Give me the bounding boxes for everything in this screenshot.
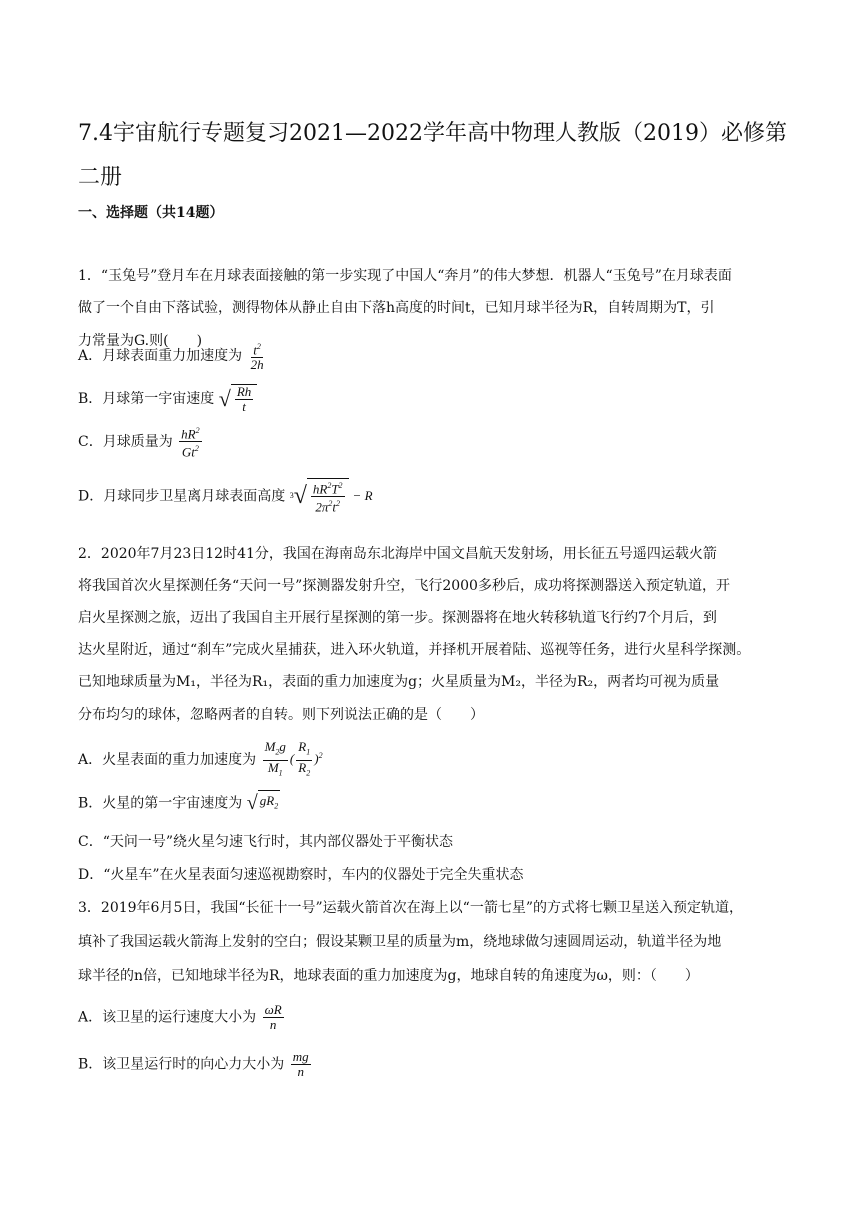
document-title: 7.4宇宙航行专题复习2021—2022学年高中物理人教版（2019）必修第二册 bbox=[78, 121, 787, 190]
q2-option-b bbox=[78, 790, 280, 817]
formula-sqrt-rh-over-t: √ $\frac{Rh}{t}$ bbox=[219, 384, 258, 414]
q1-option-a bbox=[78, 340, 268, 372]
q2-line-6: 分布均匀的球体，忽略两者的自转。则下列说法正确的是（ ） bbox=[78, 707, 484, 723]
q1-option-a-text: A．月球表面重力加速度为 bbox=[78, 348, 243, 365]
q2-line-2: 将我国首次火星探测任务“天问一号”探测器发射升空，飞行2000多秒后，成功将探测器送入预定轨道，开 bbox=[78, 578, 730, 594]
q2-line-4: 达火星附近，通过“刹车”完成火星捕获，进入环火轨道，并择机开展着陆、巡视等任务，进行火星科学探测。 bbox=[78, 642, 751, 658]
q2-option-c bbox=[78, 832, 453, 852]
q1-option-d bbox=[78, 478, 373, 515]
formula-hr2-over-gt2: $\frac{hR^2}{Gt^2}$ bbox=[181, 426, 200, 460]
q3-option-b-text: B．该卫星运行时的向心力大小为 bbox=[78, 1056, 285, 1073]
q1-option-b-text: B．月球第一宇宙速度 bbox=[78, 391, 215, 407]
q2-option-a-text: A．火星表面的重力加速度为 bbox=[78, 752, 257, 769]
formula-omega-r-over-n: $\frac{\omega R}{n}$ bbox=[264, 1002, 282, 1032]
section-heading: 一、选择题（共14题） bbox=[78, 205, 224, 221]
q3-option-a bbox=[78, 1003, 286, 1032]
q3-line-1: 3．2019年6月5日，我国“长征十一号”运载火箭首次在海上以“一箭七星”的方式将七颗卫星送入预定轨道， bbox=[78, 900, 743, 916]
q1-option-c-text: C．月球质量为 bbox=[78, 433, 173, 450]
formula-t2-over-2h: $\frac{t^2}{2h}$ bbox=[250, 342, 264, 373]
formula-sqrt-gr2: √ $gR_2$ bbox=[247, 790, 280, 817]
q3-option-b bbox=[78, 1050, 313, 1079]
q1-line-2: 做了一个自由下落试验，测得物体从静止自由下落h高度的时间t，已知月球半径为R，自转周期为T，引 bbox=[78, 300, 715, 316]
q2-line-3: 启火星探测之旅，迈出了我国自主开展行星探测的第一步。探测器将在地火转移轨道飞行约7个月后，到 bbox=[78, 610, 717, 626]
q1-option-c bbox=[78, 424, 204, 460]
formula-mg-over-n: $\frac{mg}{n}$ bbox=[292, 1049, 309, 1079]
q2-line-1: 2．2020年7月23日12时41分，我国在海南岛东北海岸中国文昌航天发射场，用长征五号遥四运载火箭 bbox=[78, 546, 717, 562]
q3-line-3: 球半径的n倍，已知地球半径为R，地球表面的重力加速度为g，地球自转的角速度为ω，则：（ ） bbox=[78, 968, 699, 984]
q3-option-a-text: A．该卫星的运行速度大小为 bbox=[78, 1009, 257, 1026]
q2-option-a bbox=[78, 740, 323, 780]
q1-line-3: 力常量为G.则( ) bbox=[78, 333, 203, 349]
q1-line-1: 1．“玉兔号”登月车在月球表面接触的第一步实现了中国人“奔月”的伟大梦想．机器人“玉兔号”在月球表面 bbox=[78, 268, 732, 284]
q2-option-c-text: C．“天问一号”绕火星匀速飞行时，其内部仪器处于平衡状态 bbox=[78, 834, 454, 850]
q2-option-d-text: D．“火星车”在火星表面匀速巡视勘察时，车内的仪器处于完全失重状态 bbox=[78, 867, 524, 883]
q1-option-b bbox=[78, 384, 257, 414]
q2-line-5: 已知地球质量为M₁，半径为R₁，表面的重力加速度为g；火星质量为M₂，半径为R₂，两者均可视为质量 bbox=[78, 674, 720, 690]
formula-cube-root-height: 3 √ $\frac{hR^2T^2}{2\pi^2t^2}$ − R bbox=[290, 478, 373, 515]
formula-mars-gravity: $\frac{M_2g}{M_1}$ ( $\frac{R_1}{R_2}$ )$^2$ bbox=[264, 739, 323, 778]
q3-line-2: 填补了我国运载火箭海上发射的空白；假设某颗卫星的质量为m，绕地球做匀速圆周运动，轨道半径为地 bbox=[78, 934, 722, 950]
q1-option-d-text: D．月球同步卫星离月球表面高度 bbox=[78, 488, 286, 505]
q2-option-b-text: B．火星的第一宇宙速度为 bbox=[78, 795, 243, 812]
q2-option-d bbox=[78, 865, 524, 885]
